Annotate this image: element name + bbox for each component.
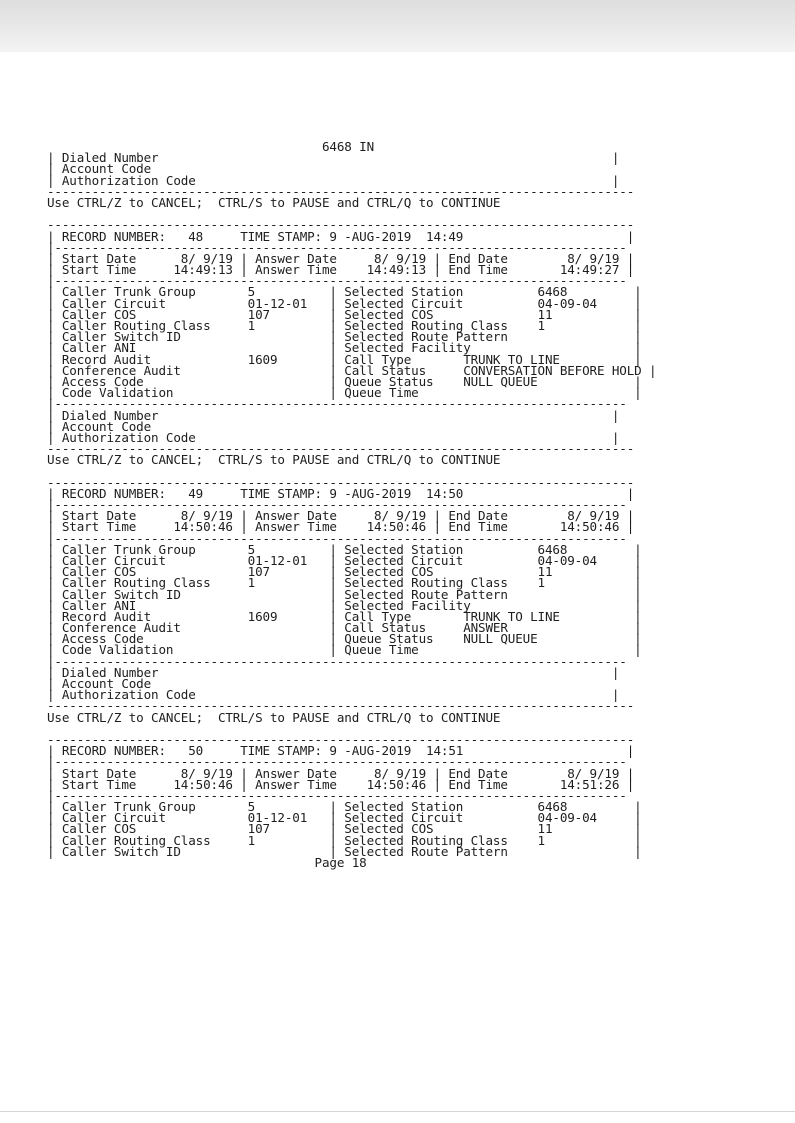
printout-line: | Record Audit 1609 | Call Type TRUNK TO LINE | [47, 608, 642, 624]
printout-line: | RECORD NUMBER: 49 TIME STAMP: 9 -AUG-2019 14:50 | [47, 485, 635, 501]
printout-line: Use CTRL/Z to CANCEL; CTRL/S to PAUSE and CTRL/Q to CONTINUE [47, 194, 501, 210]
printout-line: Use CTRL/Z to CANCEL; CTRL/S to PAUSE and CTRL/Q to CONTINUE [47, 709, 501, 725]
record-lines [47, 152, 747, 857]
printout-line: | Account Code [47, 418, 152, 434]
printout-line: | Record Audit 1609 | Call Type TRUNK TO LINE | [47, 351, 642, 367]
printout-line: | Caller ANI | Selected Facility | [47, 340, 642, 356]
printout-line: ------------------------------------------------------------------------------- [47, 731, 635, 747]
printout-line: ------------------------------------------------------------------------------- [47, 698, 635, 714]
printout-line: | Caller Circuit 01-12-01 | Selected Circuit 04-09-04 | [47, 295, 642, 311]
printout-line: | Caller Circuit 01-12-01 | Selected Circuit 04-09-04 | [47, 552, 642, 568]
printout-line: | Conference Audit | Call Status CONVERSATION BEFORE HOLD | [47, 362, 657, 378]
printout-line: | Caller COS 107 | Selected COS 11 | [47, 821, 642, 837]
printout-line: |----------------------------------------------------------------------------- [47, 497, 627, 512]
printout-line: | Authorization Code | [47, 429, 620, 445]
printout-line: | Caller Routing Class 1 | Selected Routing Class 1 | [47, 575, 642, 591]
printout-line: |----------------------------------------------------------------------------- [47, 653, 627, 669]
printout-line: | Account Code [47, 161, 152, 177]
printout-line: | Caller COS 107 | Selected COS 11 | [47, 564, 642, 580]
printout-line: | Dialed Number | [47, 407, 620, 423]
printout-line: | Start Date 8/ 9/19 | Answer Date 8/ 9/19 | End Date 8/ 9/19 | [47, 765, 635, 781]
printout-line: | Caller Routing Class 1 | Selected Routing Class 1 | [47, 832, 642, 848]
printout-line: | Account Code [47, 676, 152, 691]
printout-line: | Authorization Code | [47, 172, 620, 188]
printout-line: |----------------------------------------------------------------------------- [47, 239, 627, 255]
printout-line: |----------------------------------------------------------------------------- [47, 273, 627, 289]
printout-line: | Caller Trunk Group 5 | Selected Station 6468 | [47, 799, 642, 815]
printout-line: | Conference Audit | Call Status ANSWER | [47, 620, 642, 636]
printout-line: |----------------------------------------------------------------------------- [47, 754, 627, 770]
printout-line: Use CTRL/Z to CANCEL; CTRL/S to PAUSE and CTRL/Q to CONTINUE [47, 452, 501, 468]
scan-bottom-rule [0, 1111, 795, 1112]
printout-line: | Caller COS 107 | Selected COS 11 | [47, 306, 642, 322]
printout-line: | Code Validation | Queue Time | [47, 642, 642, 658]
printout-line: | Code Validation | Queue Time | [47, 385, 642, 401]
printout-line: | Caller Switch ID | Selected Route Pattern | [47, 843, 642, 859]
printout-line: |----------------------------------------------------------------------------- [47, 396, 627, 412]
printout-line: | Caller ANI | Selected Facility | [47, 597, 642, 613]
printout-line: | RECORD NUMBER: 50 TIME STAMP: 9 -AUG-2019 14:51 | [47, 743, 635, 759]
page-number: Page 18 [47, 855, 367, 870]
printout-line: |----------------------------------------------------------------------------- [47, 787, 627, 803]
printout-line: | Start Time 14:50:46 | Answer Time 14:50:46 | End Time 14:51:26 | [47, 776, 635, 792]
scan-top-band [0, 0, 795, 52]
printout-line: | Caller Trunk Group 5 | Selected Station 6468 | [47, 541, 642, 557]
printout-line: |----------------------------------------------------------------------------- [47, 530, 627, 546]
printout-line: | Access Code | Queue Status NULL QUEUE | [47, 373, 642, 389]
printout-line: | Start Date 8/ 9/19 | Answer Date 8/ 9/19 | End Date 8/ 9/19 | [47, 250, 635, 266]
printout-line: | Start Date 8/ 9/19 | Answer Date 8/ 9/19 | End Date 8/ 9/19 | [47, 508, 635, 524]
printout-line: | Dialed Number | [47, 664, 620, 680]
printout-line: | Start Time 14:49:13 | Answer Time 14:49:13 | End Time 14:49:27 | [47, 262, 635, 278]
printout-line: ------------------------------------------------------------------------------- [47, 474, 635, 490]
printout-line: ------------------------------------------------------------------------------- [47, 217, 635, 233]
printout-line: | Authorization Code | [47, 687, 620, 703]
printout-line: | RECORD NUMBER: 48 TIME STAMP: 9 -AUG-2019 14:49 | [47, 228, 635, 244]
printout-line: | Caller Routing Class 1 | Selected Routing Class 1 | [47, 318, 642, 333]
printout-line: | Caller Switch ID | Selected Route Pattern | [47, 586, 642, 602]
printout-line: ------------------------------------------------------------------------------- [47, 183, 635, 199]
printout-line: | Caller Trunk Group 5 | Selected Station 6468 | [47, 284, 642, 300]
printout-line: | Dialed Number | [47, 150, 620, 166]
call-record-printout [47, 141, 747, 868]
printout-line: | Access Code | Queue Status NULL QUEUE | [47, 631, 642, 647]
printout-line: | Start Time 14:50:46 | Answer Time 14:50:46 | End Time 14:50:46 | [47, 519, 635, 535]
printout-line: | Caller Switch ID | Selected Route Pattern | [47, 329, 642, 345]
printout-line: ------------------------------------------------------------------------------- [47, 441, 635, 457]
printout-line: | Caller Circuit 01-12-01 | Selected Circuit 04-09-04 | [47, 810, 642, 826]
page-header: 6468 IN [47, 139, 375, 154]
